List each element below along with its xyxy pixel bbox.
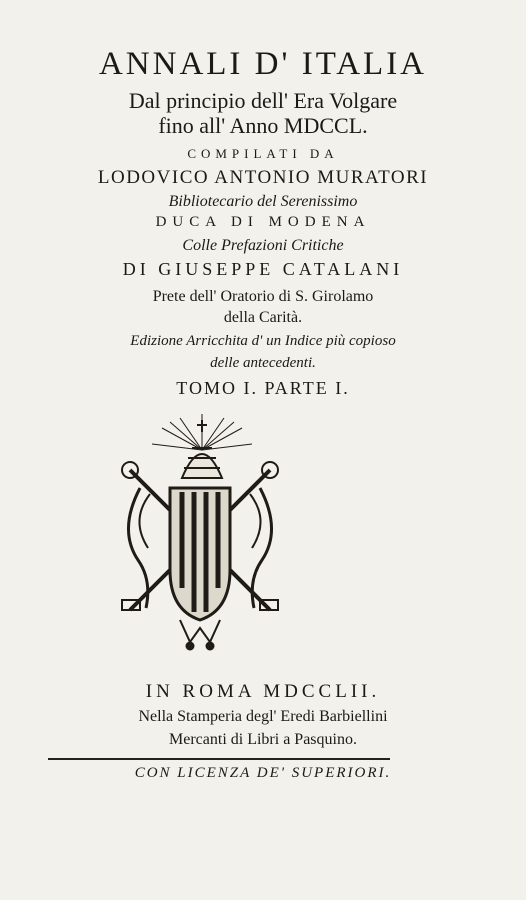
printer-line-1: Nella Stamperia degl' Eredi Barbiellini (138, 708, 388, 725)
place-and-year: IN ROMA MDCCLII. (145, 681, 381, 702)
subtitle-line-2: fino all' Anno MDCCL. (158, 113, 368, 138)
edition-line-2: delle antecedenti. (210, 355, 316, 371)
horizontal-rule (48, 758, 390, 760)
printer-line-2: Mercanti di Libri a Pasquino. (169, 731, 357, 748)
editor-name: DI GIUSEPPE CATALANI (122, 259, 404, 279)
prefaces-line: Colle Prefazioni Critiche (182, 237, 344, 254)
editor-role-2: della Carità. (223, 309, 303, 326)
volume-line: TOMO I. PARTE I. (176, 378, 350, 398)
book-title: ANNALI D' ITALIA (98, 46, 428, 82)
subtitle-line-1: Dal principio dell' Era Volgare (128, 88, 398, 113)
author-name: LODOVICO ANTONIO MURATORI (97, 167, 429, 188)
papal-arms-emblem (110, 410, 290, 655)
duke-title: DUCA DI MODENA (155, 214, 371, 230)
edition-line-1: Edizione Arricchita d' un Indice più copioso (130, 333, 396, 349)
author-role: Bibliotecario del Serenissimo (168, 193, 358, 210)
compiled-by: COMPILATI DA (187, 146, 339, 161)
editor-role-1: Prete dell' Oratorio di S. Girolamo (152, 288, 374, 305)
license-line: CON LICENZA DE' SUPERIORI. (134, 765, 392, 781)
